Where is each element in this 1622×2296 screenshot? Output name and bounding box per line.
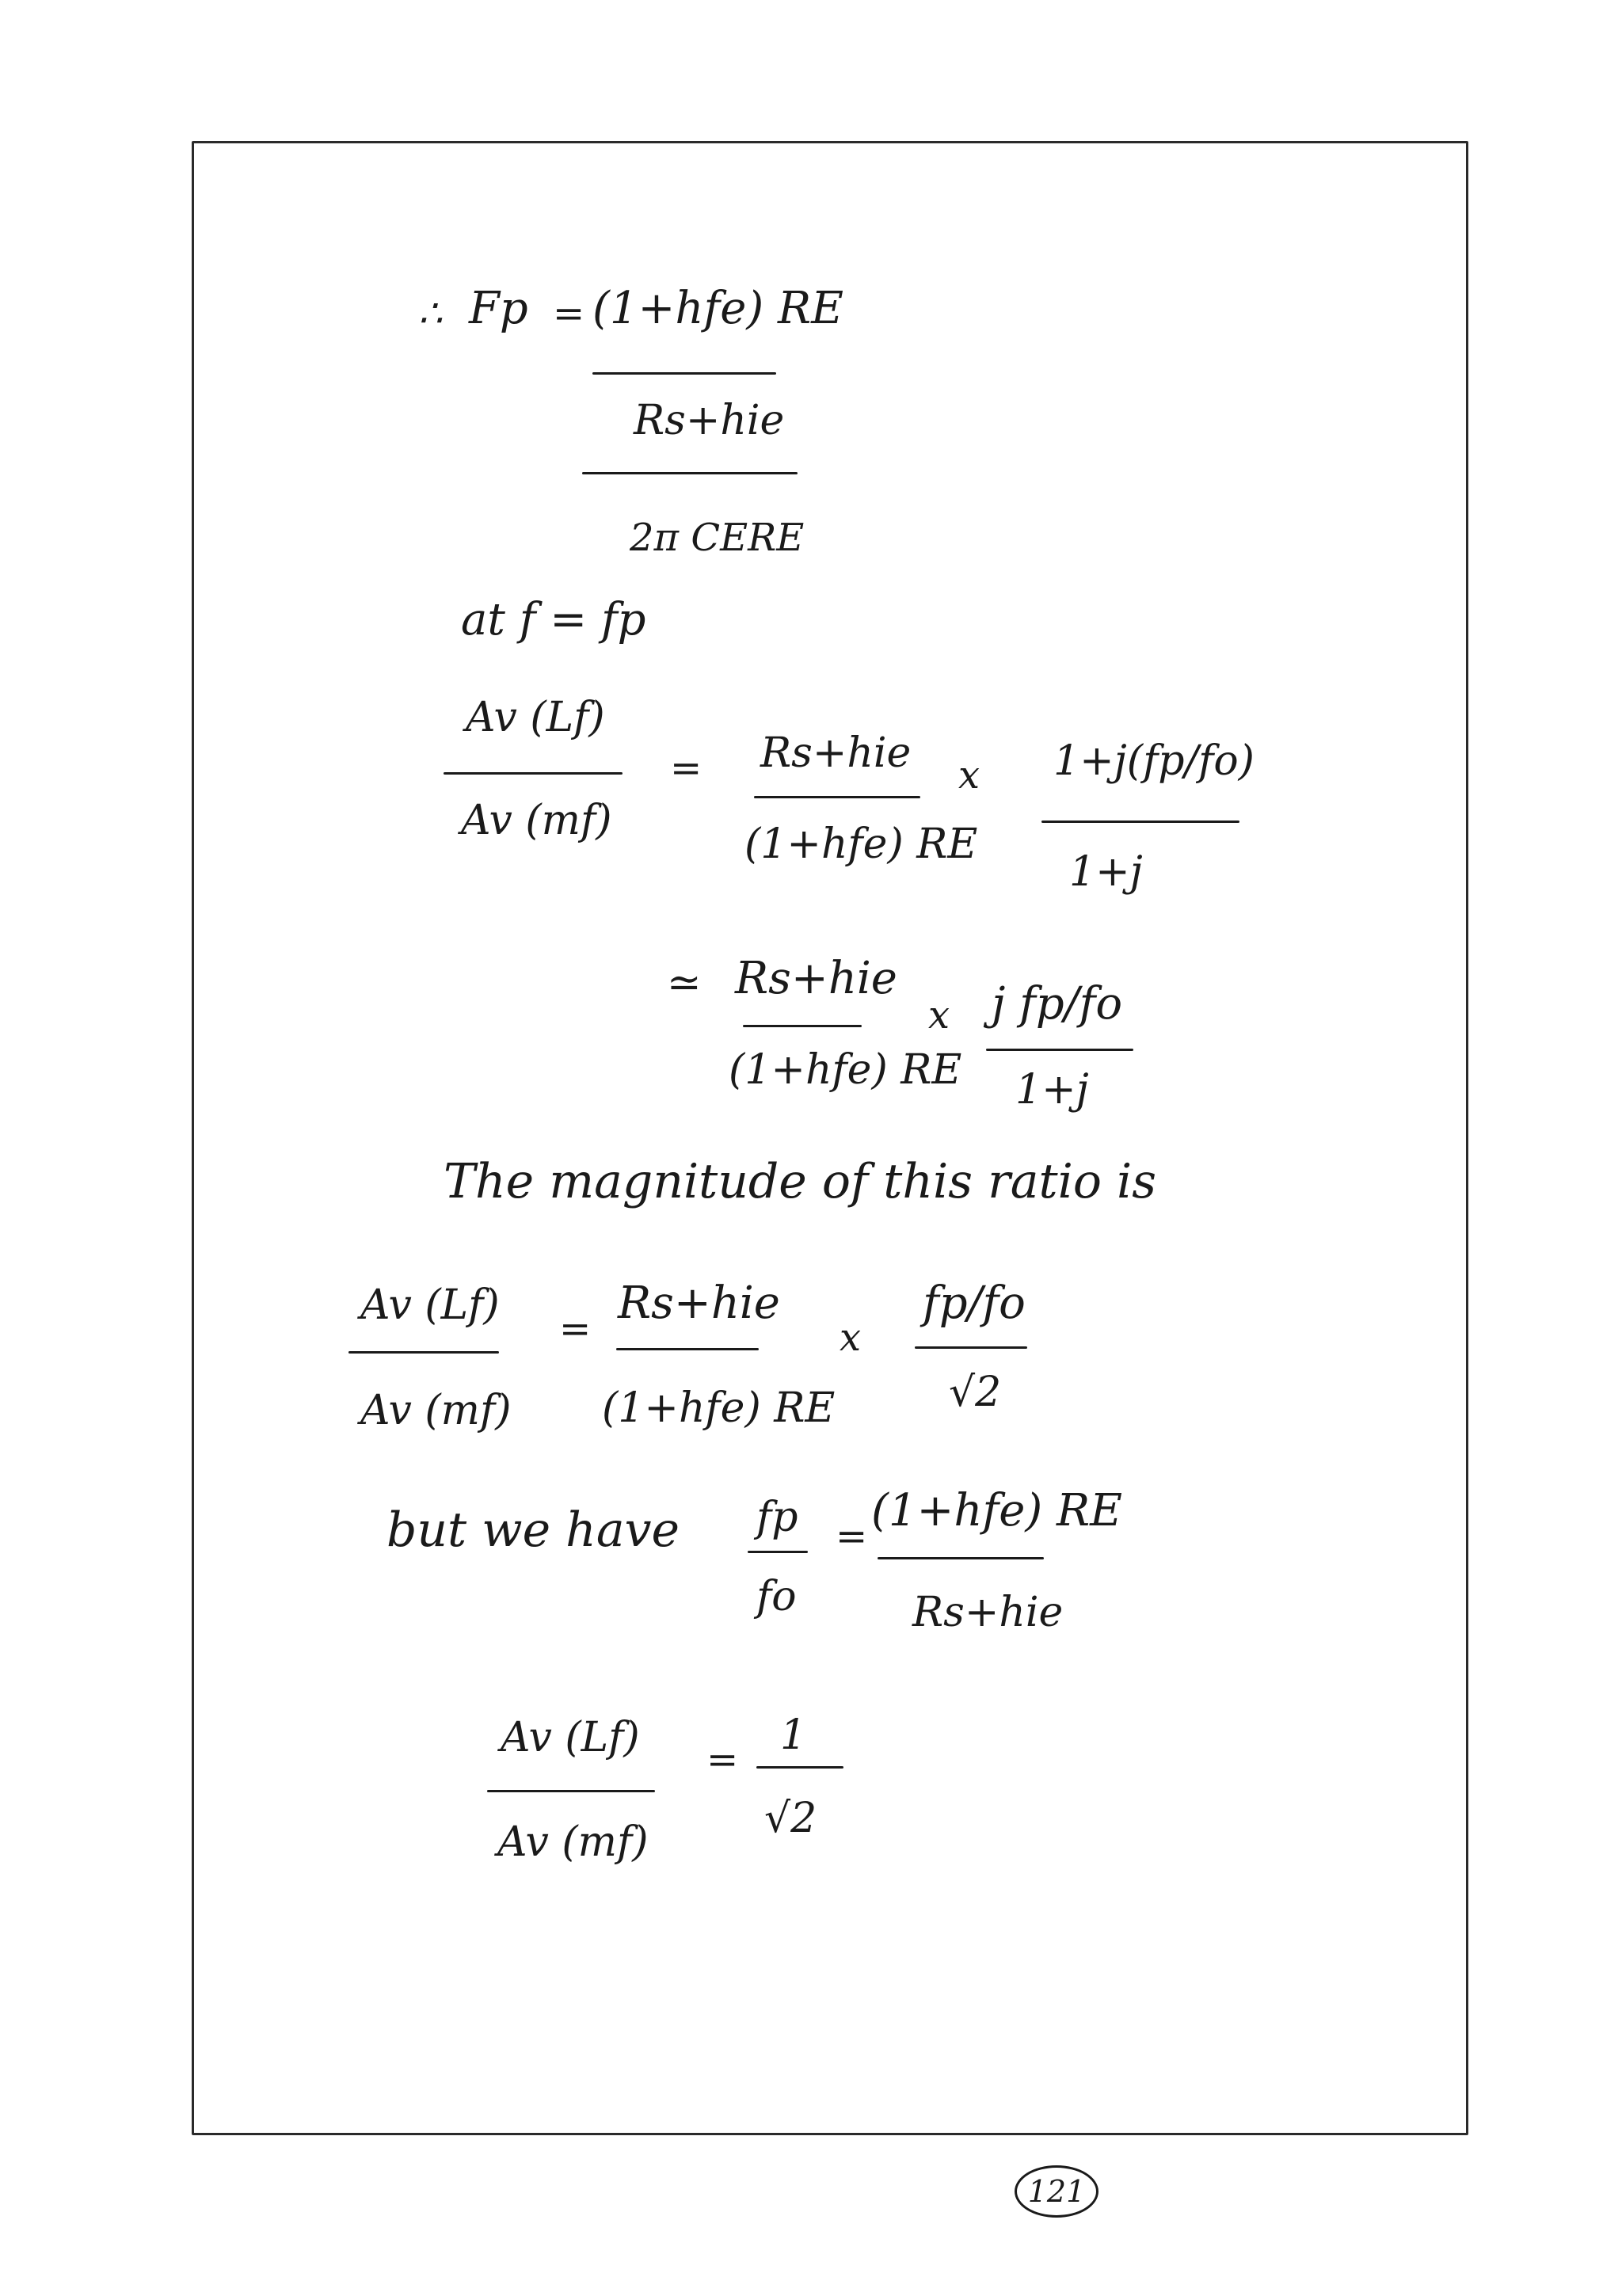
eq2-lhs-denominator: Av (mf) [461, 797, 612, 844]
eq6-lhs-bar [487, 1790, 655, 1792]
eq3-f2-denominator: 1+j [1015, 1066, 1089, 1114]
eq2-f1-bar [754, 796, 920, 798]
eq5-lhs-denominator: fo [756, 1573, 797, 1620]
eq6-equals: = [706, 1738, 739, 1782]
eq5-rhs-numerator: (1+hfe) RE [871, 1485, 1123, 1536]
eq1-numerator: (1+hfe) RE [592, 283, 844, 334]
eq3-f2-numerator: j fp/fo [992, 978, 1123, 1030]
eq1-inner-denominator: Rs+hie [634, 397, 785, 444]
eq2-f2-denominator: 1+j [1069, 848, 1143, 896]
eq4-f2-numerator: fp/fo [923, 1277, 1026, 1329]
eq2-lhs-bar [444, 772, 623, 775]
eq4-f1-bar [616, 1348, 759, 1350]
eq3-f1-denominator: (1+hfe) RE [729, 1046, 962, 1094]
eq4-f2-denominator: √2 [949, 1369, 1002, 1416]
eq4-lhs-denominator: Av (mf) [360, 1387, 512, 1434]
eq4-f2-bar [915, 1346, 1027, 1349]
eq5-rhs-bar [878, 1557, 1044, 1559]
condition-text: at f = fp [461, 594, 646, 645]
eq2-lhs-numerator: Av (Lf) [466, 694, 605, 741]
eq1-equals: = [553, 291, 585, 336]
eq1-main-fraction-bar [582, 472, 798, 474]
eq4-f1-denominator: (1+hfe) RE [602, 1384, 836, 1432]
eq2-times: x [958, 753, 980, 798]
eq2-f2-numerator: 1+j(fp/fo) [1053, 737, 1255, 785]
eq4-lhs-numerator: Av (Lf) [360, 1281, 500, 1329]
eq3-f1-bar [743, 1025, 862, 1027]
eq2-f1-denominator: (1+hfe) RE [744, 821, 978, 868]
page-number-text: 121 [1027, 2174, 1086, 2209]
page-border [192, 141, 1468, 2135]
eq5-rhs-denominator: Rs+hie [912, 1589, 1064, 1636]
eq3-times: x [928, 993, 950, 1038]
eq2-equals: = [670, 746, 702, 790]
eq4-times: x [840, 1316, 862, 1360]
eq3-f2-bar [986, 1049, 1133, 1051]
eq6-lhs-denominator: Av (mf) [497, 1818, 649, 1866]
eq4-lhs-bar [348, 1351, 499, 1354]
page-number [1015, 2165, 1098, 2218]
eq3-f1-numerator: Rs+hie [735, 953, 897, 1004]
eq2-f2-bar [1041, 821, 1239, 823]
eq5-prefix: but we have [386, 1502, 680, 1558]
eq5-lhs-bar [748, 1551, 808, 1553]
eq6-rhs-numerator: 1 [780, 1712, 807, 1759]
eq5-lhs-numerator: fp [756, 1494, 798, 1541]
magnitude-sentence: The magnitude of this ratio is [444, 1154, 1157, 1209]
eq1-denominator: 2π CERE [630, 516, 805, 560]
eq1-inner-fraction-bar [592, 372, 776, 375]
therefore-symbol: ∴ [418, 291, 443, 336]
eq6-lhs-numerator: Av (Lf) [501, 1714, 640, 1761]
eq6-rhs-bar [756, 1766, 843, 1769]
eq4-f1-numerator: Rs+hie [618, 1277, 780, 1329]
eq5-equals: = [836, 1514, 868, 1559]
eq1-lhs: Fp [469, 283, 528, 334]
eq4-equals: = [559, 1307, 592, 1351]
eq6-rhs-denominator: √2 [764, 1795, 817, 1842]
eq3-approx: ≃ [667, 959, 702, 1007]
eq2-f1-numerator: Rs+hie [760, 729, 912, 777]
